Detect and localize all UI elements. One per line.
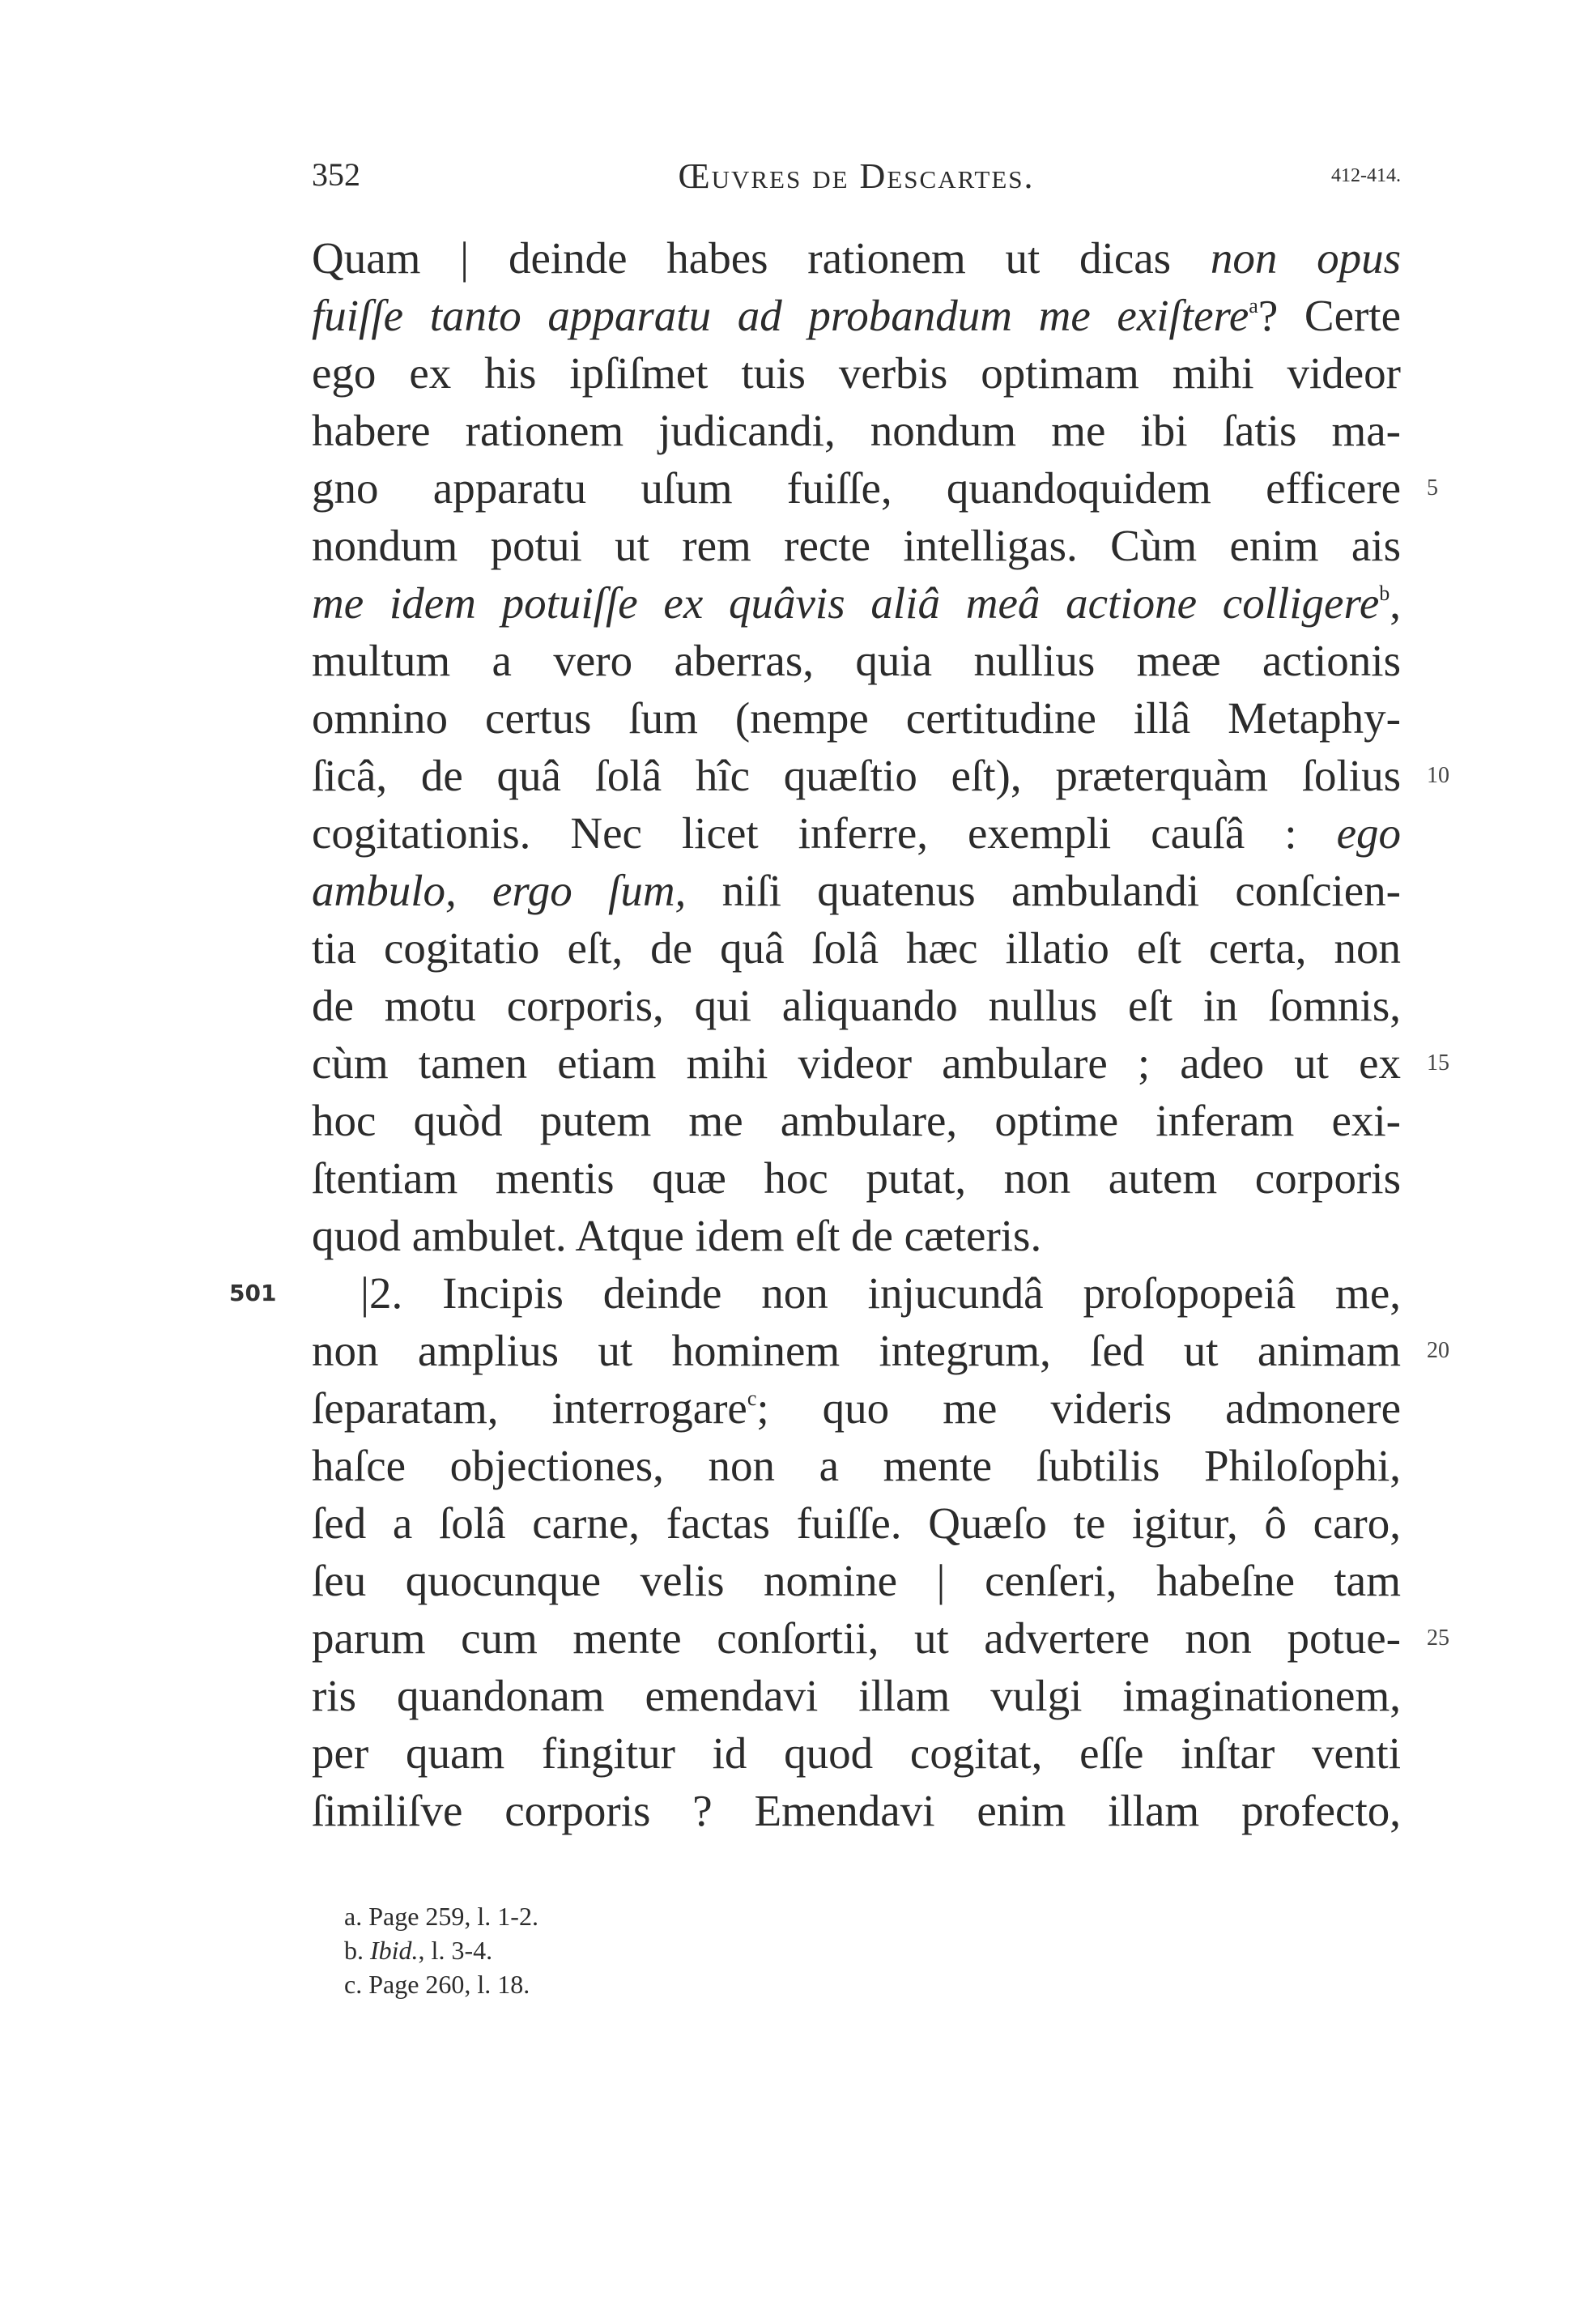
text-line: ſeu quocunque velis nomine | cenſeri, habeſne tam [312, 1556, 1401, 1605]
text-line: 501 |2. Incipis deinde non injucundâ proſopopeiâ me, [312, 1264, 1401, 1322]
text-line: tia cogitatio eſt, de quâ ſolâ hæc illatio eſt certa, non [312, 923, 1401, 973]
text-line: multum a vero aberras, quia nullius meæ actionis [312, 636, 1401, 685]
line-number: 10 [1427, 763, 1449, 788]
text-line: de motu corporis, qui aliquando nullus eſt in ſomnis, [312, 981, 1401, 1030]
line-number: 5 [1427, 475, 1438, 501]
text-line: cùm tamen etiam mihi videor ambulare ; adeo ut ex 15 [312, 1034, 1401, 1092]
running-title: Œuvres de Descartes. [678, 156, 1035, 196]
text-line: haſce objectiones, non a mente ſubtilis Philoſophi, [312, 1441, 1401, 1490]
text-line: gno apparatu uſum fuiſſe, quandoquidem efficere 5 [312, 459, 1401, 517]
text-line: cogitationis. Nec licet inferre, exempli cauſâ : ego [312, 808, 1401, 858]
text-line: ſicâ, de quâ ſolâ hîc quæſtio eſt), præterquàm ſolius 10 [312, 747, 1401, 804]
line-number: 15 [1427, 1050, 1449, 1076]
text-line: fuiſſe tanto apparatu ad probandum me exiſtere$^a$? Certe [312, 291, 1401, 340]
line-number: 20 [1427, 1338, 1449, 1363]
footnote-marker: c [747, 1387, 757, 1410]
text-line: non amplius ut hominem integrum, ſed ut animam 20 [312, 1322, 1401, 1379]
page-header [312, 156, 1401, 204]
footnotes [344, 1899, 992, 2001]
text-line: quod ambulet. Atque idem eſt de cæteris. [312, 1211, 1042, 1260]
text-line: Quam | deinde habes rationem ut dicas non opus [312, 233, 1401, 283]
text-line: me idem potuiſſe ex quâvis aliâ meâ actione colligere$^b$, [312, 578, 1401, 628]
footnote: c. Page 260, l. 18. [344, 1970, 530, 1999]
text-line: ſtentiam mentis quæ hoc putat, non autem corporis [312, 1153, 1401, 1203]
page-number: 352 [312, 156, 360, 193]
text-line: ego ex his ipſiſmet tuis verbis optimam mihi videor [312, 348, 1401, 398]
text-line: omnino certus ſum (nempe certitudine illâ Metaphy- [312, 693, 1401, 743]
footnote: b. Ibid., l. 3-4. [344, 1936, 493, 1965]
footnote-marker: a [1249, 294, 1258, 317]
footnote: a. Page 259, l. 1-2. [344, 1902, 538, 1931]
page-range: 412-414. [1331, 165, 1401, 186]
body-text [229, 229, 1449, 1839]
margin-reference: 501 [229, 1280, 277, 1306]
text-line: per quam fingitur id quod cogitat, eſſe inſtar venti [312, 1728, 1401, 1778]
text-line: ambulo, ergo ſum, niſi quatenus ambulandi conſcien- [312, 866, 1401, 915]
text-line: ſimiliſve corporis ? Emendavi enim illam profecto, [312, 1786, 1401, 1835]
line-number: 25 [1427, 1625, 1449, 1651]
text-line: habere rationem judicandi, nondum me ibi ſatis ma- [312, 406, 1401, 455]
footnote-marker: b [1379, 582, 1390, 605]
text-line: parum cum mente conſortii, ut advertere non potue- 25 [312, 1609, 1401, 1667]
text-line: ſed a ſolâ carne, factas fuiſſe. Quæſo te igitur, ô caro, [312, 1498, 1401, 1548]
text-line: ris quandonam emendavi illam vulgi imaginationem, [312, 1671, 1401, 1720]
text-line: nondum potui ut rem recte intelligas. Cùm enim ais [312, 521, 1401, 570]
text-line: hoc quòd putem me ambulare, optime inferam exi- [312, 1096, 1401, 1145]
text-line: ſeparatam, interrogare$^c$; quo me videris admonere [312, 1383, 1401, 1433]
